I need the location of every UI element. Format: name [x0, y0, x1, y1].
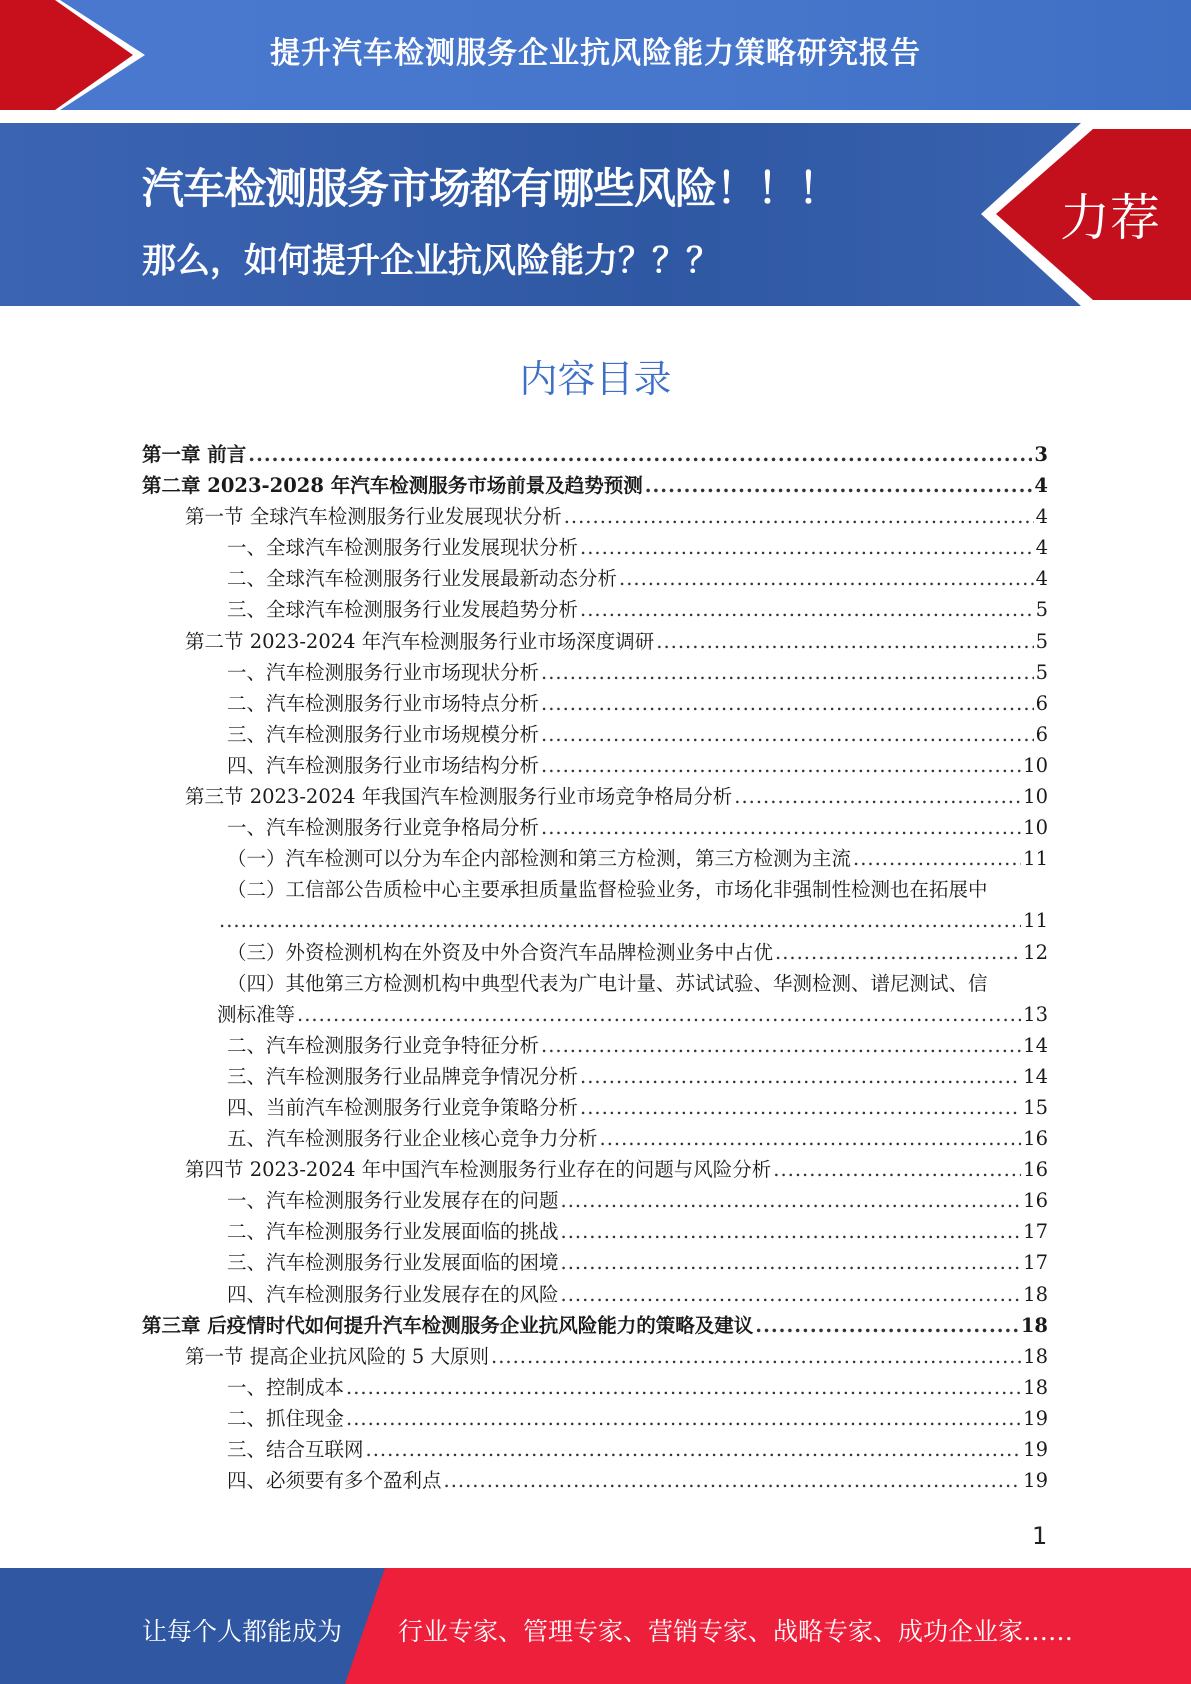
banner-subline: 那么，如何提升企业抗风险能力？？？: [142, 241, 720, 281]
toc-entry-page: 15: [1023, 1095, 1048, 1119]
toc-entry-text: 第一节 全球汽车检测服务行业发展现状分析: [185, 505, 562, 529]
toc-dot-leader: [541, 657, 1034, 688]
table-of-contents: [142, 439, 1048, 1496]
toc-entry-page: 16: [1023, 1158, 1048, 1182]
toc-heading: 内容目录: [519, 357, 672, 401]
toc-dot-leader: [561, 1247, 1022, 1278]
toc-entry-page: 14: [1023, 1064, 1048, 1088]
toc-entry-text: （三）外资检测机构在外资及中外合资汽车品牌检测业务中占优: [227, 940, 774, 964]
footer-slogan-right: 行业专家、管理专家、营销专家、战略专家、成功企业家……: [398, 1617, 1074, 1646]
toc-entry-text: 三、汽车检测服务行业发展面临的困境: [227, 1251, 559, 1275]
toc-entry[interactable]: [142, 781, 1048, 812]
toc-entry[interactable]: [142, 1030, 1048, 1061]
toc-entry[interactable]: [142, 719, 1048, 750]
report-title: 提升汽车检测服务企业抗风险能力策略研究报告: [270, 36, 921, 71]
toc-entry-text: 一、全球汽车检测服务行业发展现状分析: [227, 536, 579, 560]
toc-dot-leader: [775, 937, 1021, 968]
toc-entry[interactable]: [142, 1092, 1048, 1123]
report-header-band: [0, 0, 1191, 110]
toc-entry-page: 14: [1023, 1033, 1048, 1057]
toc-dot-leader: [297, 999, 1021, 1030]
toc-entry[interactable]: [142, 1341, 1048, 1372]
toc-dot-leader: [491, 1341, 1021, 1372]
toc-dot-leader: [619, 563, 1034, 594]
toc-entry-page: 4: [1035, 567, 1048, 591]
toc-entry-text: 二、全球汽车检测服务行业发展最新动态分析: [227, 567, 618, 591]
toc-entry[interactable]: [142, 1185, 1048, 1216]
toc-entry-text: 二、抓住现金: [227, 1406, 345, 1430]
toc-entry[interactable]: [142, 905, 1048, 936]
toc-dot-leader: [656, 626, 1033, 657]
toc-entry[interactable]: [142, 937, 1048, 968]
toc-entry[interactable]: [142, 1434, 1048, 1465]
toc-entry[interactable]: [142, 688, 1048, 719]
toc-entry-page: 16: [1023, 1127, 1048, 1151]
toc-dot-leader: [541, 750, 1021, 781]
toc-entry-page: 4: [1035, 505, 1048, 529]
toc-entry[interactable]: [142, 843, 1048, 874]
toc-entry-page: 19: [1023, 1406, 1048, 1430]
toc-entry-text: 第二章 2023-2028 年汽车检测服务市场前景及趋势预测: [142, 474, 643, 498]
banner-headline: 汽车检测服务市场都有哪些风险！！！: [142, 164, 840, 213]
toc-entry-text: 三、汽车检测服务行业品牌竞争情况分析: [227, 1064, 579, 1088]
toc-dot-leader: [734, 781, 1021, 812]
toc-entry-page: 12: [1023, 940, 1048, 964]
toc-entry[interactable]: [142, 1310, 1048, 1341]
toc-entry-page: 10: [1023, 753, 1048, 777]
toc-entry-page: 17: [1023, 1220, 1048, 1244]
toc-entry-page: 5: [1035, 660, 1048, 684]
footer-band: [0, 1568, 1191, 1684]
toc-entry[interactable]: [142, 1279, 1048, 1310]
toc-entry[interactable]: [142, 1372, 1048, 1403]
toc-dot-leader: [564, 501, 1034, 532]
toc-entry[interactable]: [142, 968, 1048, 999]
toc-entry-text: 四、必须要有多个盈利点: [227, 1469, 442, 1493]
toc-entry[interactable]: [142, 874, 1048, 905]
toc-entry-text: 第三节 2023-2024 年我国汽车检测服务行业市场竞争格局分析: [185, 785, 733, 809]
footer-slogan-left: 让每个人都能成为: [142, 1617, 343, 1646]
toc-entry-text: （二）工信部公告质检中心主要承担质量监督检验业务，市场化非强制性检测也在拓展中: [227, 878, 988, 902]
toc-entry-text: 一、汽车检测服务行业市场现状分析: [227, 660, 540, 684]
toc-entry[interactable]: [142, 563, 1048, 594]
toc-entry-page: 16: [1023, 1189, 1048, 1213]
toc-dot-leader: [248, 439, 1032, 470]
toc-entry-text: 三、全球汽车检测服务行业发展趋势分析: [227, 598, 579, 622]
toc-entry-text: 五、汽车检测服务行业企业核心竞争力分析: [227, 1127, 598, 1151]
toc-entry-text: 一、汽车检测服务行业竞争格局分析: [227, 816, 540, 840]
toc-entry-text: 第二节 2023-2024 年汽车检测服务行业市场深度调研: [185, 629, 655, 653]
toc-entry-page: 18: [1023, 1375, 1048, 1399]
toc-entry-page: 5: [1035, 629, 1048, 653]
toc-entry-text: 三、汽车检测服务行业市场规模分析: [227, 722, 540, 746]
toc-entry-page: 4: [1034, 474, 1048, 498]
toc-dot-leader: [219, 905, 1021, 936]
promo-banner: [0, 123, 1191, 306]
toc-dot-leader: [541, 719, 1034, 750]
recommend-badge: 力荐: [1060, 189, 1160, 247]
toc-entry-page: 11: [1023, 909, 1048, 933]
toc-entry-text: 二、汽车检测服务行业市场特点分析: [227, 691, 540, 715]
toc-entry-text: （一）汽车检测可以分为车企内部检测和第三方检测，第三方检测为主流: [227, 847, 852, 871]
toc-entry[interactable]: [142, 1247, 1048, 1278]
toc-entry-text: 二、汽车检测服务行业发展面临的挑战: [227, 1220, 559, 1244]
toc-dot-leader: [580, 1061, 1021, 1092]
toc-entry-page: 6: [1035, 691, 1048, 715]
toc-dot-leader: [561, 1279, 1022, 1310]
toc-entry-text: 一、汽车检测服务行业发展存在的问题: [227, 1189, 559, 1213]
toc-entry[interactable]: [142, 594, 1048, 625]
toc-entry[interactable]: [142, 470, 1048, 501]
toc-dot-leader: [580, 532, 1034, 563]
toc-entry-text: 第一章 前言: [142, 443, 247, 466]
toc-entry-text: 测标准等: [217, 1002, 296, 1026]
toc-dot-leader: [541, 1030, 1021, 1061]
toc-entry[interactable]: [142, 1123, 1048, 1154]
toc-entry[interactable]: [142, 1154, 1048, 1185]
toc-dot-leader: [541, 688, 1034, 719]
toc-entry-text: 二、汽车检测服务行业竞争特征分析: [227, 1033, 540, 1057]
toc-entry[interactable]: [142, 501, 1048, 532]
toc-dot-leader: [755, 1310, 1019, 1341]
toc-entry[interactable]: [142, 1465, 1048, 1496]
toc-entry-page: 19: [1023, 1438, 1048, 1461]
toc-entry-text: 一、控制成本: [227, 1375, 345, 1399]
toc-entry-page: 18: [1020, 1313, 1048, 1337]
toc-entry[interactable]: [142, 532, 1048, 563]
toc-entry[interactable]: [142, 812, 1048, 843]
toc-entry-page: 5: [1035, 598, 1048, 622]
toc-entry[interactable]: [142, 657, 1048, 688]
toc-entry-page: 6: [1035, 722, 1048, 746]
toc-entry-page: 11: [1023, 847, 1048, 871]
toc-entry-page: 18: [1023, 1344, 1048, 1368]
toc-entry[interactable]: [142, 1403, 1048, 1434]
toc-entry[interactable]: [142, 1216, 1048, 1247]
toc-dot-leader: [561, 1185, 1022, 1216]
toc-dot-leader: [346, 1372, 1021, 1403]
toc-entry-page: 4: [1035, 536, 1048, 560]
toc-entry-page: 13: [1023, 1002, 1048, 1026]
toc-dot-leader: [853, 843, 1021, 874]
toc-dot-leader: [541, 812, 1021, 843]
toc-dot-leader: [561, 1216, 1022, 1247]
toc-dot-leader: [366, 1434, 1022, 1465]
toc-dot-leader: [346, 1403, 1021, 1434]
toc-entry-text: 第一节 提高企业抗风险的 5 大原则: [185, 1344, 490, 1368]
toc-entry-text: 四、当前汽车检测服务行业竞争策略分析: [227, 1095, 579, 1119]
toc-entry-page: 18: [1023, 1282, 1048, 1306]
toc-dot-leader: [773, 1154, 1021, 1185]
toc-entry[interactable]: [142, 439, 1048, 470]
toc-dot-leader: [580, 1092, 1021, 1123]
toc-entry-text: 第四节 2023-2024 年中国汽车检测服务行业存在的问题与风险分析: [185, 1158, 772, 1182]
toc-entry[interactable]: [142, 1061, 1048, 1092]
page-number: 1: [1032, 1522, 1048, 1550]
toc-entry-text: 三、结合互联网: [227, 1438, 364, 1461]
toc-dot-leader: [580, 594, 1034, 625]
toc-dot-leader: [645, 470, 1033, 501]
toc-dot-leader: [600, 1123, 1022, 1154]
toc-entry-text: 第三章 后疫情时代如何提升汽车检测服务企业抗风险能力的策略及建议: [142, 1313, 754, 1337]
toc-dot-leader: [444, 1465, 1022, 1496]
toc-entry-page: 10: [1023, 785, 1048, 809]
toc-entry-text: 四、汽车检测服务行业发展存在的风险: [227, 1282, 559, 1306]
toc-entry[interactable]: [142, 999, 1048, 1030]
toc-entry-page: 17: [1023, 1251, 1048, 1275]
toc-entry[interactable]: [142, 626, 1048, 657]
toc-entry-page: 3: [1034, 443, 1048, 466]
toc-entry[interactable]: [142, 750, 1048, 781]
toc-entry-page: 10: [1023, 816, 1048, 840]
toc-entry-page: 19: [1023, 1469, 1048, 1493]
toc-entry-text: （四）其他第三方检测机构中典型代表为广电计量、苏试试验、华测检测、谱尼测试、信: [227, 971, 988, 995]
toc-entry-text: 四、汽车检测服务行业市场结构分析: [227, 753, 540, 777]
